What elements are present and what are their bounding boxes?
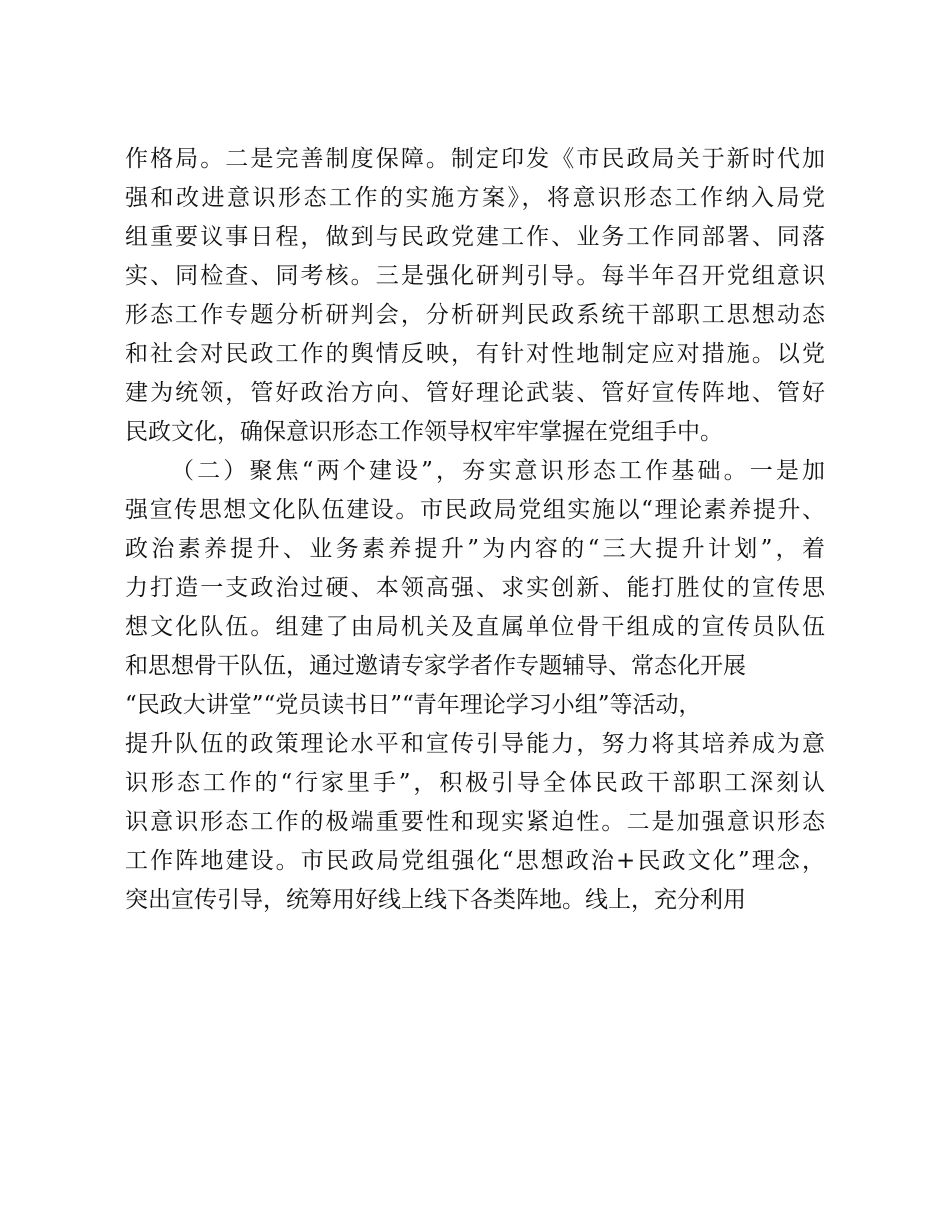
text-line: 工作阵地建设。市民政局党组强化“思想政治+民政文化”理念， <box>125 848 825 874</box>
text-line: 和社会对民政工作的舆情反映，有针对性地制定应对措施。以党 <box>125 341 825 367</box>
text-line: 突出宣传引导，统筹用好线上线下各类阵地。线上，充分利用 <box>125 887 746 913</box>
text-line: 民政文化，确保意识形态工作领导权牢牢掌握在党组手中。 <box>125 419 723 445</box>
text-line: 作格局。二是完善制度保障。制定印发《市民政局关于新时代加 <box>125 146 825 172</box>
text-line: 提升队伍的政策理论水平和宣传引导能力，努力将其培养成为意 <box>125 731 825 757</box>
text-line: 政治素养提升、业务素养提升”为内容的“三大提升计划”，着 <box>125 536 825 562</box>
text-line: 形态工作专题分析研判会，分析研判民政系统干部职工思想动态 <box>125 302 825 328</box>
text-line: 建为统领，管好政治方向、管好理论武装、管好宣传阵地、管好 <box>125 380 825 406</box>
body-text <box>125 140 825 920</box>
text-line: 强宣传思想文化队伍建设。市民政局党组实施以“理论素养提升、 <box>125 497 825 523</box>
section-heading-line: （二）聚焦“两个建设”，夯实意识形态工作基础。一是加 <box>171 458 825 484</box>
text-line: 组重要议事日程，做到与民政党建工作、业务工作同部署、同落 <box>125 224 825 250</box>
text-line: 识意识形态工作的极端重要性和现实紧迫性。二是加强意识形态 <box>125 809 825 835</box>
text-line: 力打造一支政治过硬、本领高强、求实创新、能打胜仗的宣传思 <box>125 575 825 601</box>
text-line: 强和改进意识形态工作的实施方案》，将意识形态工作纳入局党 <box>125 185 825 211</box>
text-line: 实、同检查、同考核。三是强化研判引导。每半年召开党组意识 <box>125 263 825 289</box>
text-line: “民政大讲堂”“党员读书日”“青年理论学习小组”等活动， <box>125 692 702 718</box>
text-line: 识形态工作的“行家里手”，积极引导全体民政干部职工深刻认 <box>125 770 825 796</box>
text-line: 想文化队伍。组建了由局机关及直属单位骨干组成的宣传员队伍 <box>125 614 825 640</box>
text-line: 和思想骨干队伍，通过邀请专家学者作专题辅导、常态化开展 <box>125 653 746 679</box>
